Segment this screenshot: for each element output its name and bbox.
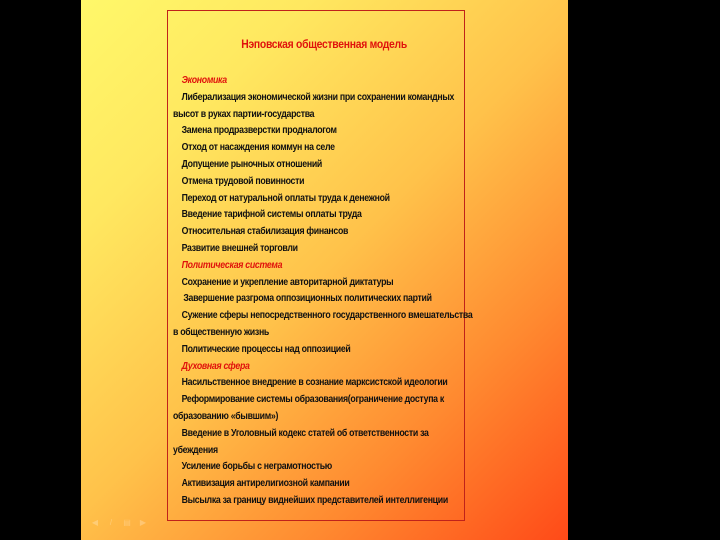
next-icon[interactable]: ▶ [139, 518, 147, 527]
list-item-continuation: в общественную жизнь [173, 326, 270, 338]
list-item: Сохранение и укрепление авторитарной диктатуры [181, 276, 394, 288]
list-item: Либерализация экономической жизни при сохранении командных [181, 91, 455, 103]
list-item: Завершение разгрома оппозиционных политических партий [183, 293, 432, 305]
pen-icon[interactable]: / [109, 518, 113, 527]
list-item: Переход от натуральной оплаты труда к денежной [181, 192, 390, 204]
list-item: Сужение сферы непосредственного государственного вмешательства [181, 310, 473, 322]
list-item: Усиление борьбы с неграмотностью [181, 461, 332, 473]
list-item: Реформирование системы образования(ограничение доступа к [181, 394, 444, 406]
slide-title: Нэповская общественная модель [241, 39, 407, 51]
list-item-continuation: образованию «бывшим») [173, 410, 279, 422]
list-item-continuation: убеждения [173, 444, 218, 456]
slideshow-controls [90, 519, 148, 527]
list-item: Допущение рыночных отношений [181, 158, 323, 170]
list-item-continuation: высот в руках партии-государства [173, 108, 315, 120]
list-item: Развитие внешней торговли [181, 242, 298, 254]
list-item: Введение тарифной системы оплаты труда [181, 209, 362, 221]
list-item: Активизация антирелигиозной кампании [181, 478, 350, 490]
list-item: Политические процессы над оппозицией [181, 343, 351, 355]
content-box [167, 10, 473, 521]
list-item: Замена продразверстки продналогом [181, 125, 337, 137]
menu-icon[interactable]: ▤ [123, 518, 131, 527]
list-item: Введение в Уголовный кодекс статей об ответственности за [181, 427, 429, 439]
section-heading-culture: Духовная сфера [181, 360, 250, 372]
section-heading-politics: Политическая система [181, 259, 283, 271]
list-item: Относительная стабилизация финансов [181, 226, 349, 238]
list-item: Отход от насаждения коммун на селе [181, 142, 335, 154]
list-item: Высылка за границу виднейших представителей интеллигенции [181, 494, 448, 506]
slide [81, 0, 568, 540]
slide-body [173, 73, 473, 510]
list-item: Насильственное внедрение в сознание марксистской идеологии [181, 377, 448, 389]
section-heading-economy: Экономика [181, 75, 227, 86]
previous-icon[interactable]: ◀ [91, 518, 99, 527]
list-item: Отмена трудовой повинности [181, 175, 305, 187]
